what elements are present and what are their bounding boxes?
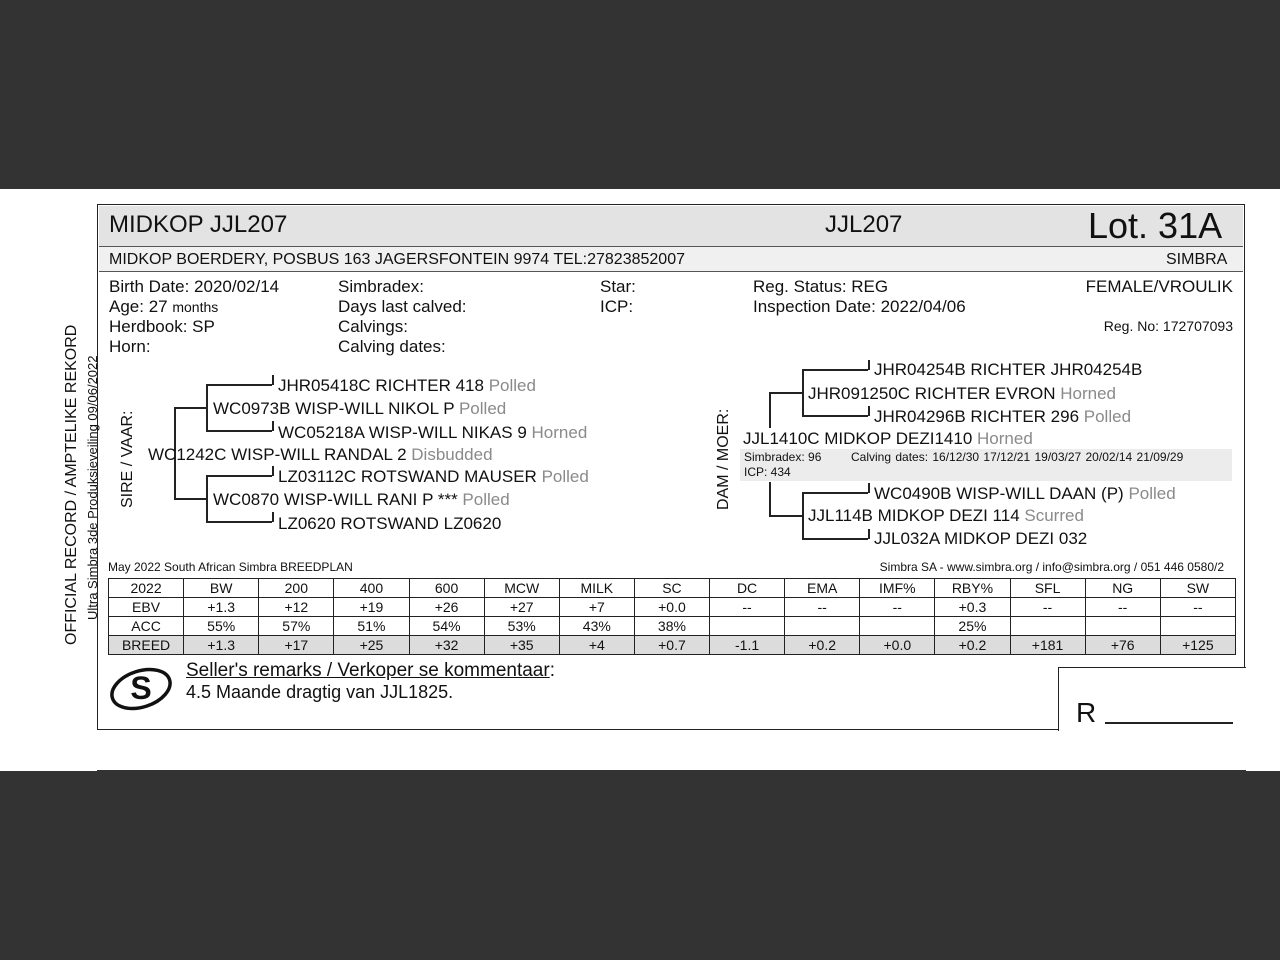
next-card-edge	[97, 770, 1246, 772]
table-cell: 55%	[184, 617, 259, 636]
table-header-cell: BW	[184, 579, 259, 598]
dam-dam	[808, 506, 1084, 526]
animal-code: JJL207	[825, 211, 903, 238]
calvings: Calvings:	[338, 317, 408, 336]
table-cell: 38%	[634, 617, 709, 636]
table-cell: --	[1010, 598, 1085, 617]
lot-number: Lot. 31A	[1088, 205, 1223, 246]
dds-tick	[868, 483, 870, 493]
sd-name: WC0870 WISP-WILL RANI P ***	[213, 490, 458, 509]
table-header-cell: 600	[409, 579, 484, 598]
table-header-cell: SC	[634, 579, 709, 598]
dam-simbradex: Simbradex: 96	[744, 450, 822, 464]
ds-status: Horned	[1060, 384, 1117, 403]
sdd-tick	[272, 512, 274, 522]
table-header-cell: RBY%	[935, 579, 1010, 598]
table-cell	[1085, 617, 1160, 636]
table-header-cell: MILK	[559, 579, 634, 598]
table-cell: +25	[334, 636, 409, 655]
sire-sire-dam	[278, 423, 587, 443]
horn: Horn:	[109, 337, 151, 356]
sss-name: JHR05418C RICHTER 418	[278, 376, 484, 395]
ssd-name: WC05218A WISP-WILL NIKAS 9	[278, 423, 527, 442]
dam-sire-sire	[874, 360, 1142, 380]
table-cell: +27	[484, 598, 559, 617]
ds-bracket-top	[802, 369, 868, 371]
herdbook: Herdbook: SP	[109, 317, 215, 336]
sire-dam-sire	[278, 467, 589, 487]
sds-name: LZ03112C ROTSWAND MAUSER	[278, 467, 537, 486]
sire-dam	[213, 490, 510, 510]
table-cell: +17	[259, 636, 334, 655]
reg-number: Reg. No: 172707093	[1103, 318, 1233, 334]
reg-status: Reg. Status: REG	[753, 277, 889, 296]
dam-bracket-bottom	[769, 515, 803, 517]
dss-name: JHR04254B RICHTER JHR04254B	[874, 360, 1143, 379]
breed-name: SIMBRA	[1166, 251, 1228, 268]
remarks-text: 4.5 Maande dragtig van JJL1825.	[186, 682, 454, 702]
table-cell	[710, 617, 785, 636]
sire-status: Disbudded	[411, 445, 493, 464]
dss-tick	[868, 360, 870, 370]
table-cell	[1160, 617, 1235, 636]
dd-bracket	[802, 492, 804, 539]
table-cell: +12	[259, 598, 334, 617]
dam	[743, 429, 1033, 449]
table-cell: 57%	[259, 617, 334, 636]
owner-details: MIDKOP BOERDERY, POSBUS 163 JAGERSFONTEIN 9974 TEL:27823852007	[109, 251, 685, 268]
table-row	[109, 617, 1236, 636]
ss-bracket-bottom	[206, 430, 272, 432]
dam-bracket-upper	[769, 392, 771, 428]
dds-name: WC0490B WISP-WILL DAAN (P)	[874, 484, 1124, 503]
dsd-name: JHR04296B RICHTER 296	[874, 407, 1080, 426]
sale-name-label: Ultra Simbra 3de Produksieveiling 09/06/2022	[85, 355, 100, 620]
table-header-cell: 200	[259, 579, 334, 598]
table-cell	[785, 617, 860, 636]
dds-status: Polled	[1128, 484, 1176, 503]
table-header-cell: 400	[334, 579, 409, 598]
table-header-cell: SW	[1160, 579, 1235, 598]
remarks-heading	[186, 660, 555, 682]
table-cell: +35	[484, 636, 559, 655]
ds-bracket	[802, 369, 804, 416]
table-cell: +19	[334, 598, 409, 617]
logo-letter: S	[130, 670, 152, 706]
sire-bracket-bottom	[174, 498, 208, 500]
sd-bracket-bottom	[206, 521, 272, 523]
ddd-name: JJL032A MIDKOP DEZI 032	[874, 529, 1088, 548]
table-cell: +0.2	[935, 636, 1010, 655]
calving-dates: Calving dates:	[338, 337, 446, 356]
star: Star:	[600, 277, 636, 296]
dam-dam-sire	[874, 484, 1176, 504]
dam-sire	[808, 384, 1116, 404]
table-cell: +0.7	[634, 636, 709, 655]
sds-tick	[272, 466, 274, 476]
table-header-cell: MCW	[484, 579, 559, 598]
table-cell: -1.1	[710, 636, 785, 655]
ds-bracket-bottom	[802, 415, 868, 417]
official-record-label: OFFICIAL RECORD / AMPTELIKE REKORD	[63, 324, 80, 645]
table-header-cell: 2022	[109, 579, 184, 598]
ssd-tick	[272, 421, 274, 431]
table-cell: 53%	[484, 617, 559, 636]
dam-icp: ICP: 434	[744, 465, 791, 479]
dam-label: DAM / MOER:	[715, 408, 732, 510]
table-cell: +76	[1085, 636, 1160, 655]
days-last-calved: Days last calved:	[338, 297, 467, 316]
table-cell: +1.3	[184, 598, 259, 617]
dam-name: JJL1410C MIDKOP DEZI1410	[743, 429, 973, 448]
sire-name: WC1242C WISP-WILL RANDAL 2	[148, 445, 407, 464]
table-header-cell: NG	[1085, 579, 1160, 598]
ddd-tick	[868, 529, 870, 539]
table-cell: +26	[409, 598, 484, 617]
sire-sire	[213, 399, 506, 419]
table-header-cell: SFL	[1010, 579, 1085, 598]
dam-status: Horned	[977, 429, 1033, 448]
table-cell: 51%	[334, 617, 409, 636]
table-cell: --	[1085, 598, 1160, 617]
age-unit: months	[172, 299, 219, 315]
sd-bracket	[206, 475, 208, 522]
table-header-row	[109, 579, 1236, 598]
table-cell: --	[785, 598, 860, 617]
sex: FEMALE/VROULIK	[1085, 277, 1233, 296]
table-cell: 43%	[559, 617, 634, 636]
dam-sire-dam	[874, 407, 1131, 427]
simbradex: Simbradex:	[338, 277, 424, 296]
dsd-tick	[868, 406, 870, 416]
dd-status: Scurred	[1024, 506, 1084, 525]
table-cell: +0.3	[935, 598, 1010, 617]
remarks-title: Seller's remarks / Verkoper se kommentaar	[186, 660, 550, 681]
age-value: Age: 27	[109, 297, 168, 316]
sss-tick	[272, 375, 274, 385]
table-cell: +0.2	[785, 636, 860, 655]
table-cell: +0.0	[860, 636, 935, 655]
animal-name: MIDKOP JJL207	[109, 211, 288, 238]
dam-dam-dam	[874, 529, 1087, 549]
sire-label: SIRE / VAAR:	[119, 410, 136, 508]
row-label-cell: BREED	[109, 636, 184, 655]
table-cell	[1010, 617, 1085, 636]
table-cell: --	[710, 598, 785, 617]
table-cell: +1.3	[184, 636, 259, 655]
table-row	[109, 636, 1236, 655]
dsd-status: Polled	[1083, 407, 1132, 426]
table-cell: +4	[559, 636, 634, 655]
age	[109, 297, 218, 317]
sire-sire-sire	[278, 376, 536, 396]
dam-bracket-lower	[769, 482, 771, 516]
ss-status: Polled	[458, 399, 507, 418]
row-label-cell: EBV	[109, 598, 184, 617]
table-cell: +125	[1160, 636, 1235, 655]
dam-calving-dates: Calving dates: 16/12/30 17/12/21 19/03/27 20/02/14 21/09/29	[851, 450, 1184, 464]
sire-dam-dam	[278, 514, 501, 534]
ss-bracket-top	[206, 384, 272, 386]
sd-bracket-top	[206, 475, 272, 477]
price-underline[interactable]	[1105, 722, 1233, 724]
table-cell: --	[1160, 598, 1235, 617]
birth-date: Birth Date: 2020/02/14	[109, 277, 280, 296]
table-cell: 25%	[935, 617, 1010, 636]
ss-name: WC0973B WISP-WILL NIKOL P	[213, 399, 455, 418]
sire-bracket-top	[174, 407, 208, 409]
table-row	[109, 598, 1236, 617]
breedplan-caption: May 2022 South African Simbra BREEDPLAN	[108, 560, 353, 574]
table-header-cell: DC	[710, 579, 785, 598]
sdd-name: LZ0620 ROTSWAND LZ0620	[278, 514, 502, 533]
dd-bracket-top	[802, 492, 868, 494]
table-cell: --	[860, 598, 935, 617]
inspection-date: Inspection Date: 2022/04/06	[753, 297, 966, 316]
table-cell	[860, 617, 935, 636]
ssd-status: Horned	[531, 423, 588, 442]
remarks-colon: :	[549, 660, 555, 681]
table-cell: +181	[1010, 636, 1085, 655]
sd-status: Polled	[462, 490, 510, 509]
dd-bracket-bottom	[802, 538, 868, 540]
table-cell: +7	[559, 598, 634, 617]
dam-bracket-top	[769, 392, 803, 394]
table-header-cell: EMA	[785, 579, 860, 598]
icp: ICP:	[600, 297, 634, 316]
table-cell: +32	[409, 636, 484, 655]
breedplan-table	[108, 578, 1236, 655]
table-header-cell: IMF%	[860, 579, 935, 598]
ds-name: JHR091250C RICHTER EVRON	[808, 384, 1056, 403]
dd-name: JJL114B MIDKOP DEZI 114	[808, 506, 1020, 525]
ss-bracket	[206, 384, 208, 431]
sss-status: Polled	[488, 376, 536, 395]
table-cell: +0.0	[634, 598, 709, 617]
row-label-cell: ACC	[109, 617, 184, 636]
sds-status: Polled	[541, 467, 589, 486]
table-cell: 54%	[409, 617, 484, 636]
sire	[148, 445, 493, 465]
simbra-logo-icon	[108, 662, 174, 716]
price-label: R	[1076, 697, 1097, 728]
contact-caption: Simbra SA - www.simbra.org / info@simbra.org / 051 446 0580/2	[879, 560, 1224, 574]
